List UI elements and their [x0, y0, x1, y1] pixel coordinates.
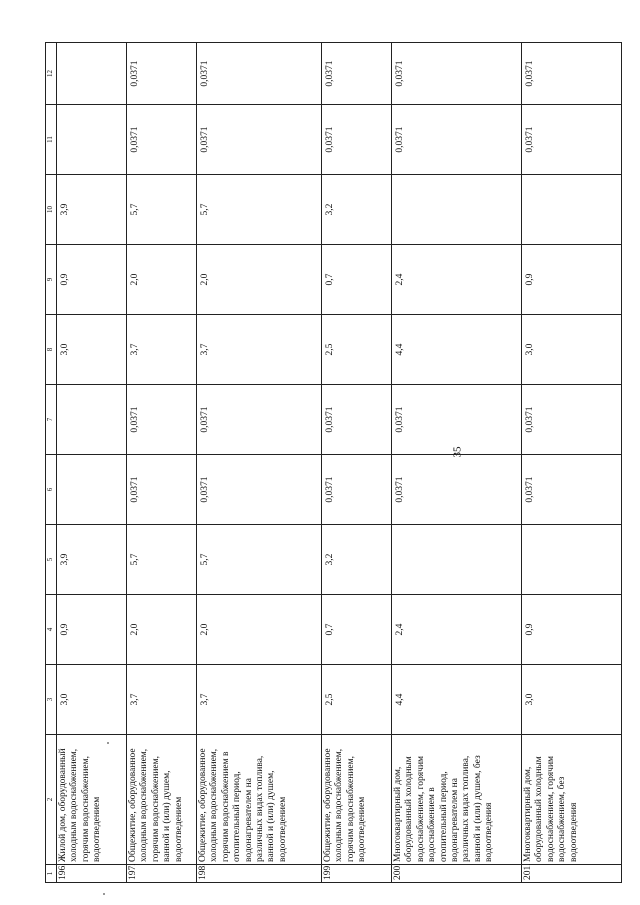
header-col-12: 12: [46, 43, 57, 105]
value-cell-c10: [522, 175, 622, 245]
header-col-3: 3: [46, 665, 57, 735]
value-cell-c12: 0,0371: [322, 43, 392, 105]
value-cell-c11: 0,0371: [197, 105, 322, 175]
value-cell-c4: 0,7: [322, 595, 392, 665]
header-row: [46, 43, 57, 883]
header-col-2: 2: [46, 735, 57, 865]
header-col-9: 9: [46, 245, 57, 315]
row-description: Жилой дом, оборудованный холодным водоснабжением, горячим водоснабжением, водоотведением: [57, 735, 127, 865]
value-cell-c7: 0,0371: [127, 385, 197, 455]
value-cell-c4: 2,0: [197, 595, 322, 665]
page-number: 35: [451, 446, 464, 458]
row-description: Многоквартирный дом, оборудованный холодным водоснабжением, горячим водоснабжением в отопительный период, водонагревателем на различных видах топлива, ванной и (или) душем, без водоотведения: [392, 735, 522, 865]
header-col-11: 11: [46, 105, 57, 175]
value-cell-c3: 3,0: [57, 665, 127, 735]
value-cell-c4: 2,4: [392, 595, 522, 665]
value-cell-c10: 5,7: [197, 175, 322, 245]
scan-speck: [103, 893, 105, 895]
value-cell-c11: [57, 105, 127, 175]
header-col-10: 10: [46, 175, 57, 245]
norms-table: [45, 42, 622, 883]
value-cell-c10: [392, 175, 522, 245]
value-cell-c9: 2,0: [197, 245, 322, 315]
value-cell-c8: 2,5: [322, 315, 392, 385]
row-number: 200.: [392, 865, 522, 883]
table-row: [127, 43, 197, 883]
value-cell-c5: 5,7: [127, 525, 197, 595]
value-cell-c11: 0,0371: [127, 105, 197, 175]
table-row: [197, 43, 322, 883]
value-cell-c9: 2,4: [392, 245, 522, 315]
value-cell-c6: 0,0371: [392, 455, 522, 525]
value-cell-c11: 0,0371: [322, 105, 392, 175]
value-cell-c6: 0,0371: [522, 455, 622, 525]
row-number: 201.: [522, 865, 622, 883]
value-cell-c10: 3,2: [322, 175, 392, 245]
row-number: 196.: [57, 865, 127, 883]
value-cell-c8: 3,7: [197, 315, 322, 385]
value-cell-c12: [57, 43, 127, 105]
value-cell-c3: 3,0: [522, 665, 622, 735]
value-cell-c9: 0,7: [322, 245, 392, 315]
row-number: 198.: [197, 865, 322, 883]
value-cell-c8: 3,0: [57, 315, 127, 385]
value-cell-c12: 0,0371: [127, 43, 197, 105]
value-cell-c5: 3,9: [57, 525, 127, 595]
value-cell-c6: 0,0371: [127, 455, 197, 525]
value-cell-c3: 2,5: [322, 665, 392, 735]
value-cell-c3: 3,7: [197, 665, 322, 735]
value-cell-c11: 0,0371: [392, 105, 522, 175]
value-cell-c6: 0,0371: [322, 455, 392, 525]
value-cell-c10: 3,9: [57, 175, 127, 245]
header-col-1: 1: [46, 865, 57, 883]
value-cell-c7: 0,0371: [322, 385, 392, 455]
row-description: Общежитие, оборудованное холодным водоснабжением, горячим водоснабжением, ванной и (или) душем, водоотведением: [127, 735, 197, 865]
value-cell-c8: 4,4: [392, 315, 522, 385]
value-cell-c8: 3,7: [127, 315, 197, 385]
value-cell-c7: [57, 385, 127, 455]
value-cell-c6: 0,0371: [197, 455, 322, 525]
row-description: Многоквартирный дом, оборудованный холодным водоснабжением, горячим водоснабжением, без водоотведения: [522, 735, 622, 865]
value-cell-c12: 0,0371: [522, 43, 622, 105]
value-cell-c12: 0,0371: [197, 43, 322, 105]
header-col-5: 5: [46, 525, 57, 595]
value-cell-c5: [392, 525, 522, 595]
value-cell-c9: 2,0: [127, 245, 197, 315]
value-cell-c5: [522, 525, 622, 595]
value-cell-c7: 0,0371: [197, 385, 322, 455]
row-description: Общежитие, оборудованное холодным водоснабжением, горячим водоснабжением, водоотведением: [322, 735, 392, 865]
table-row: [522, 43, 622, 883]
table-row: [322, 43, 392, 883]
scan-speck: [107, 742, 109, 744]
value-cell-c5: 5,7: [197, 525, 322, 595]
value-cell-c8: 3,0: [522, 315, 622, 385]
value-cell-c4: 2,0: [127, 595, 197, 665]
value-cell-c7: 0,0371: [392, 385, 522, 455]
value-cell-c4: 0,9: [57, 595, 127, 665]
row-number: 199.: [322, 865, 392, 883]
value-cell-c9: 0,9: [57, 245, 127, 315]
value-cell-c11: 0,0371: [522, 105, 622, 175]
header-col-6: 6: [46, 455, 57, 525]
header-col-8: 8: [46, 315, 57, 385]
table-row: [57, 43, 127, 883]
header-col-4: 4: [46, 595, 57, 665]
value-cell-c4: 0,9: [522, 595, 622, 665]
value-cell-c10: 5,7: [127, 175, 197, 245]
value-cell-c5: 3,2: [322, 525, 392, 595]
value-cell-c12: 0,0371: [392, 43, 522, 105]
rotated-table-container: [45, 43, 620, 883]
value-cell-c7: 0,0371: [522, 385, 622, 455]
value-cell-c3: 4,4: [392, 665, 522, 735]
header-col-7: 7: [46, 385, 57, 455]
value-cell-c3: 3,7: [127, 665, 197, 735]
table-row: [392, 43, 522, 883]
value-cell-c6: [57, 455, 127, 525]
row-number: 197.: [127, 865, 197, 883]
value-cell-c9: 0,9: [522, 245, 622, 315]
row-description: Общежитие, оборудованное холодным водоснабжением, горячим водоснабжением в отопительный период, водонагревателем на различных видах топлива, ванной и (или) душем, водоотведением: [197, 735, 322, 865]
